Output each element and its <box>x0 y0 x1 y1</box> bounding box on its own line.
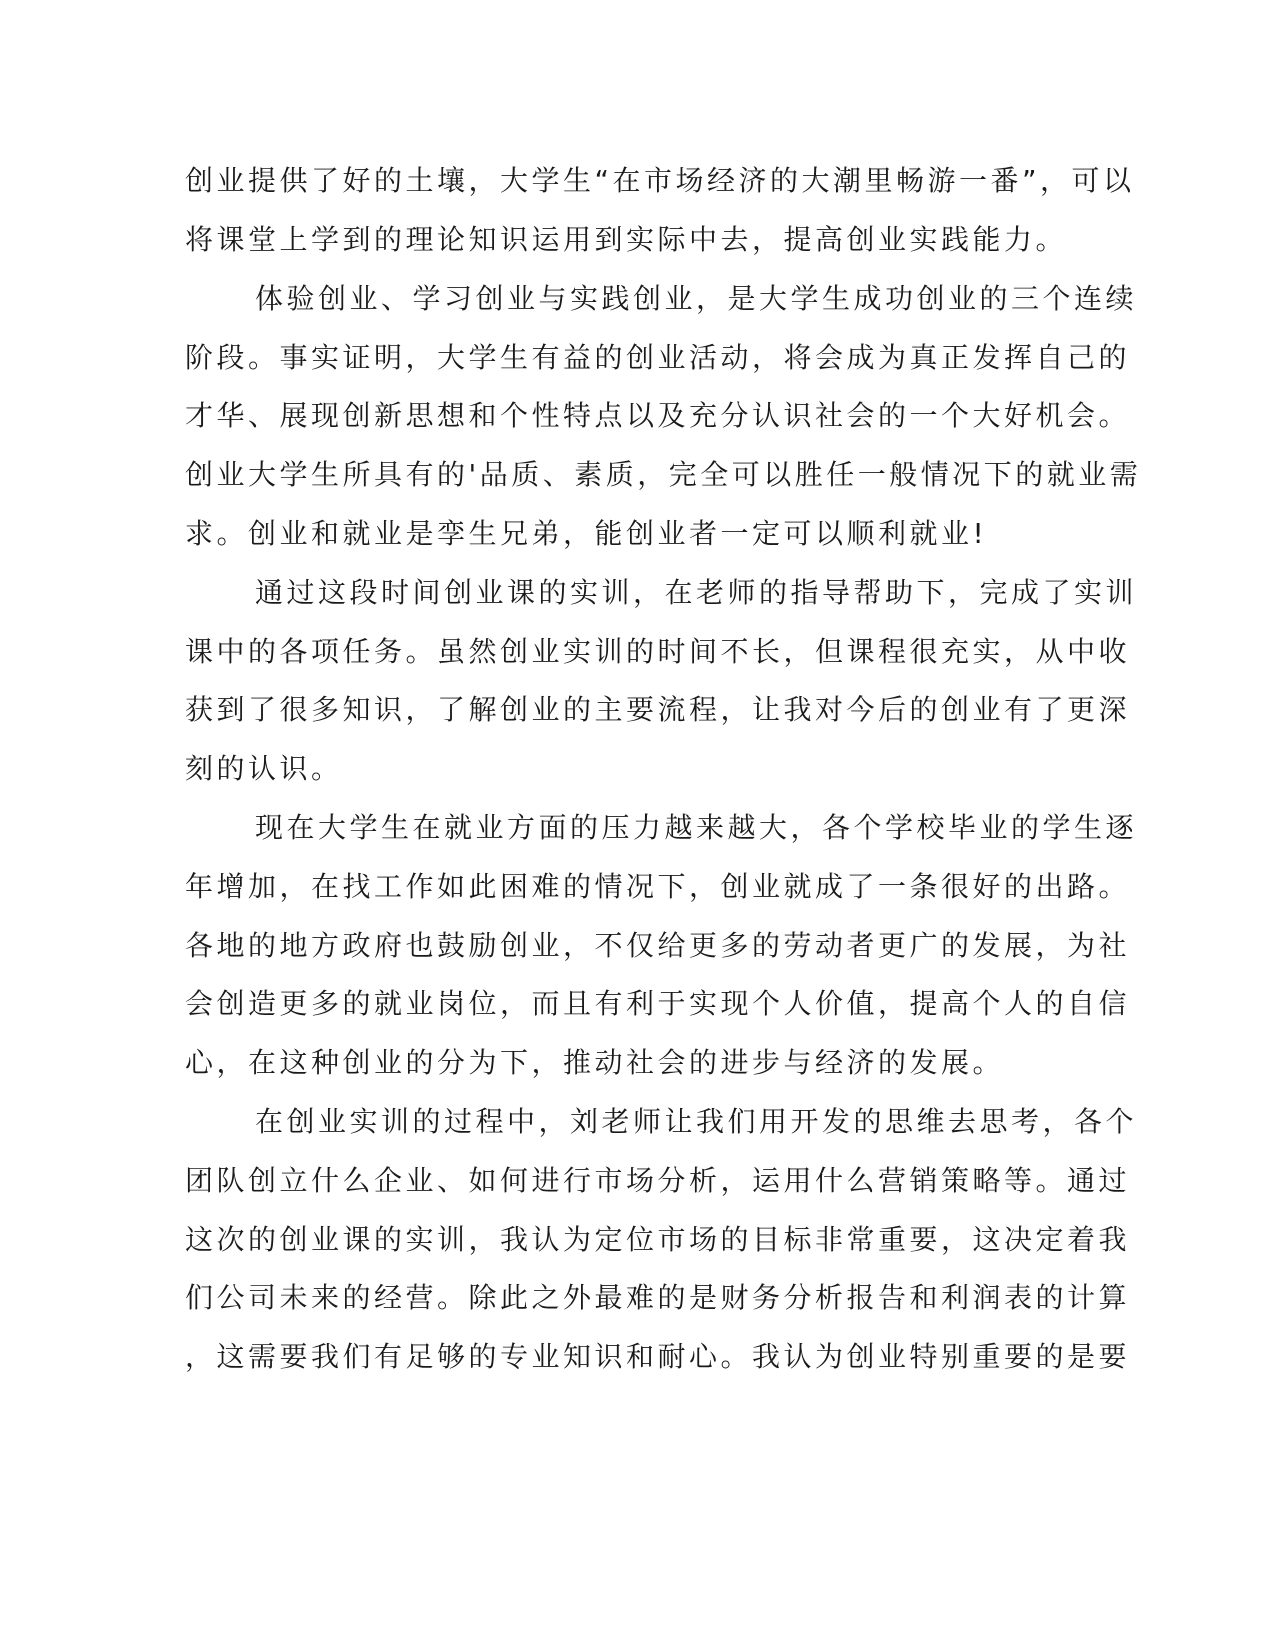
text-line: 才华、展现创新思想和个性特点以及充分认识社会的一个大好机会。 <box>185 399 1131 432</box>
text-line: 课中的各项任务。虽然创业实训的时间不长，但课程很充实，从中收 <box>185 635 1131 668</box>
text-line: 年增加，在找工作如此困难的情况下，创业就成了一条很好的出路。 <box>185 870 1131 903</box>
text-line: 获到了很多知识，了解创业的主要流程，让我对今后的创业有了更深 <box>185 693 1131 726</box>
text-line: 将课堂上学到的理论知识运用到实际中去，提高创业实践能力。 <box>185 223 1068 256</box>
text-line: 会创造更多的就业岗位，而且有利于实现个人价值，提高个人的自信 <box>185 987 1131 1020</box>
text-line: 刻的认识。 <box>185 752 343 785</box>
text-line: 创业大学生所具有的'品质、素质，完全可以胜任一般情况下的就业需 <box>185 458 1142 491</box>
text-line: 们公司未来的经营。除此之外最难的是财务分析报告和利润表的计算 <box>185 1281 1131 1314</box>
paragraph-start: 通过这段时间创业课的实训，在老师的指导帮助下，完成了实训 <box>255 576 1138 609</box>
paragraph-start: 现在大学生在就业方面的压力越来越大，各个学校毕业的学生逐 <box>255 811 1138 844</box>
text-line: 这次的创业课的实训，我认为定位市场的目标非常重要，这决定着我 <box>185 1223 1131 1256</box>
text-line: 团队创立什么企业、如何进行市场分析，运用什么营销策略等。通过 <box>185 1164 1131 1197</box>
text-line: ，这需要我们有足够的专业知识和耐心。我认为创业特别重要的是要 <box>185 1340 1131 1373</box>
paragraph-start: 体验创业、学习创业与实践创业，是大学生成功创业的三个连续 <box>255 282 1138 315</box>
text-line: 各地的地方政府也鼓励创业，不仅给更多的劳动者更广的发展，为社 <box>185 929 1131 962</box>
text-line: 创业提供了好的土壤，大学生“在市场经济的大潮里畅游一番”，可以 <box>185 164 1135 197</box>
text-line: 心，在这种创业的分为下，推动社会的进步与经济的发展。 <box>185 1046 1005 1079</box>
text-line: 求。创业和就业是孪生兄弟，能创业者一定可以顺利就业! <box>185 517 988 550</box>
paragraph-start: 在创业实训的过程中，刘老师让我们用开发的思维去思考，各个 <box>255 1105 1138 1138</box>
text-line: 阶段。事实证明，大学生有益的创业活动，将会成为真正发挥自己的 <box>185 341 1131 374</box>
